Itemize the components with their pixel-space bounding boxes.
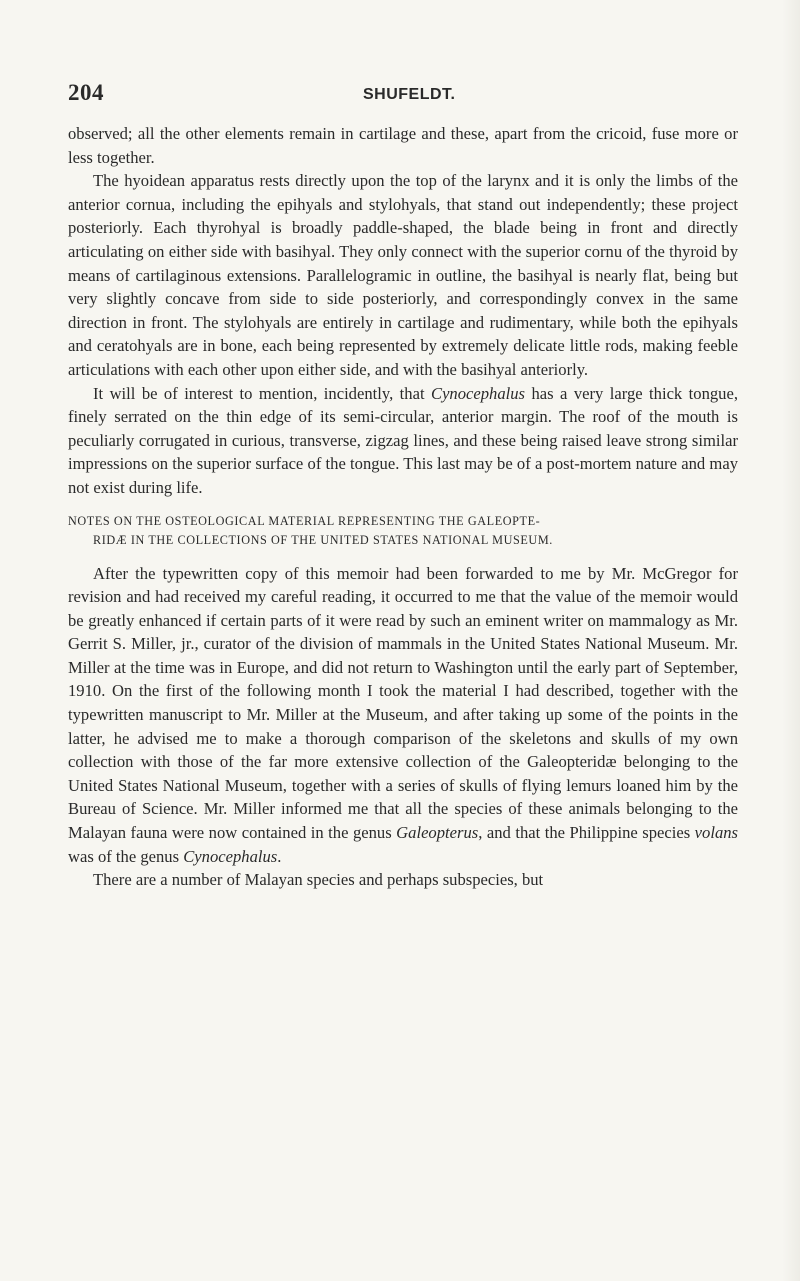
paragraph-continued: observed; all the other elements remain in cartilage and these, apart from the cricoid, fuse more or less together. [68,124,738,167]
section-heading-line2: RIDÆ IN THE COLLECTIONS OF THE UNITED STATES NATIONAL MUSEUM. [93,532,553,547]
text-segment: . [277,846,282,866]
genus-name: Cynocephalus [431,383,526,403]
paragraph-typewritten [68,562,738,869]
text-segment: was of the genus [68,846,184,866]
page-header [68,72,738,112]
text-segment: After the typewritten copy of this memoir had been forwarded to me by Mr. McGregor for revision and had received my careful reading, it occurred to me that the value of the memoir would be greatly enhanced if certain parts of it were read by such an eminent writer on mammalogy as Mr. Gerrit S. Miller, jr., curator of the division of mammals in the United States National Museum. Mr. Miller at the time was in Europe, and did not return to Washington until the early part of September, 1910. On the first of the following month I took the material I had described, together with the typewritten manuscript to Mr. Miller at the Museum, and after taking up some of the points in the latter, he advised me to make a thorough comparison of the skeletons and skulls of my own collection with those of the far more extensive collection of the Galeopteridæ belonging to the United States National Museum, together with a series of skulls of flying lemurs loaned him by the Bureau of Science. Mr. Miller informed me that all the species of these animals belonging to the Malayan fauna were now contained in the genus [68,563,738,843]
paragraph-tongue [68,382,738,500]
text-segment: , and that the Philippine species [478,823,695,843]
paragraph-hyoidean: The hyoidean apparatus rests directly upon the top of the larynx and it is only the limbs of the anterior cornua, including the epihyals and stylohyals, that stand out independently; these project posteriorly. Each thyrohyal is broadly paddle-shaped, the blade being in front and directly articulating on either side with basihyal. They only connect with the superior cornu of the thyroid by means of cartilaginous extensions. Parallelogramic in outline, the basihyal is nearly flat, being but very slightly concave from side to side posteriorly, and correspondingly convex in the same direction in front. The stylohyals are entirely in cartilage and rudimentary, while both the epihyals and ceratohyals are in bone, each being represented by extremely delicate little rods, making feeble articulations with each other upon either side, and with the basihyal anteriorly. [68,171,738,379]
section-heading [68,512,738,550]
genus-name: Galeopterus [396,823,479,843]
species-name: volans [694,823,738,843]
genus-name: Cynocephalus [183,846,278,866]
page-body [68,122,738,892]
running-head: SHUFELDT. [363,86,456,103]
scan-shadow [782,0,800,1281]
text-segment: It will be of interest to mention, incidently, that [93,383,431,403]
text-segment: has a very large thick tongue, finely serrated on the thin edge of its semi-circular, anterior margin. The roof of the mouth is peculiarly corrugated in curious, transverse, zigzag lines, and these being raised leave strong similar impressions on the superior surface of the tongue. This last may be of a post-mortem nature and may not exist during life. [68,383,738,497]
section-heading-line1: NOTES ON THE OSTEOLOGICAL MATERIAL REPRESENTING THE GALEOPTE- [68,513,541,528]
page [68,72,738,892]
page-number: 204 [68,80,104,105]
paragraph-malayan: There are a number of Malayan species and perhaps subspecies, but [93,870,544,890]
